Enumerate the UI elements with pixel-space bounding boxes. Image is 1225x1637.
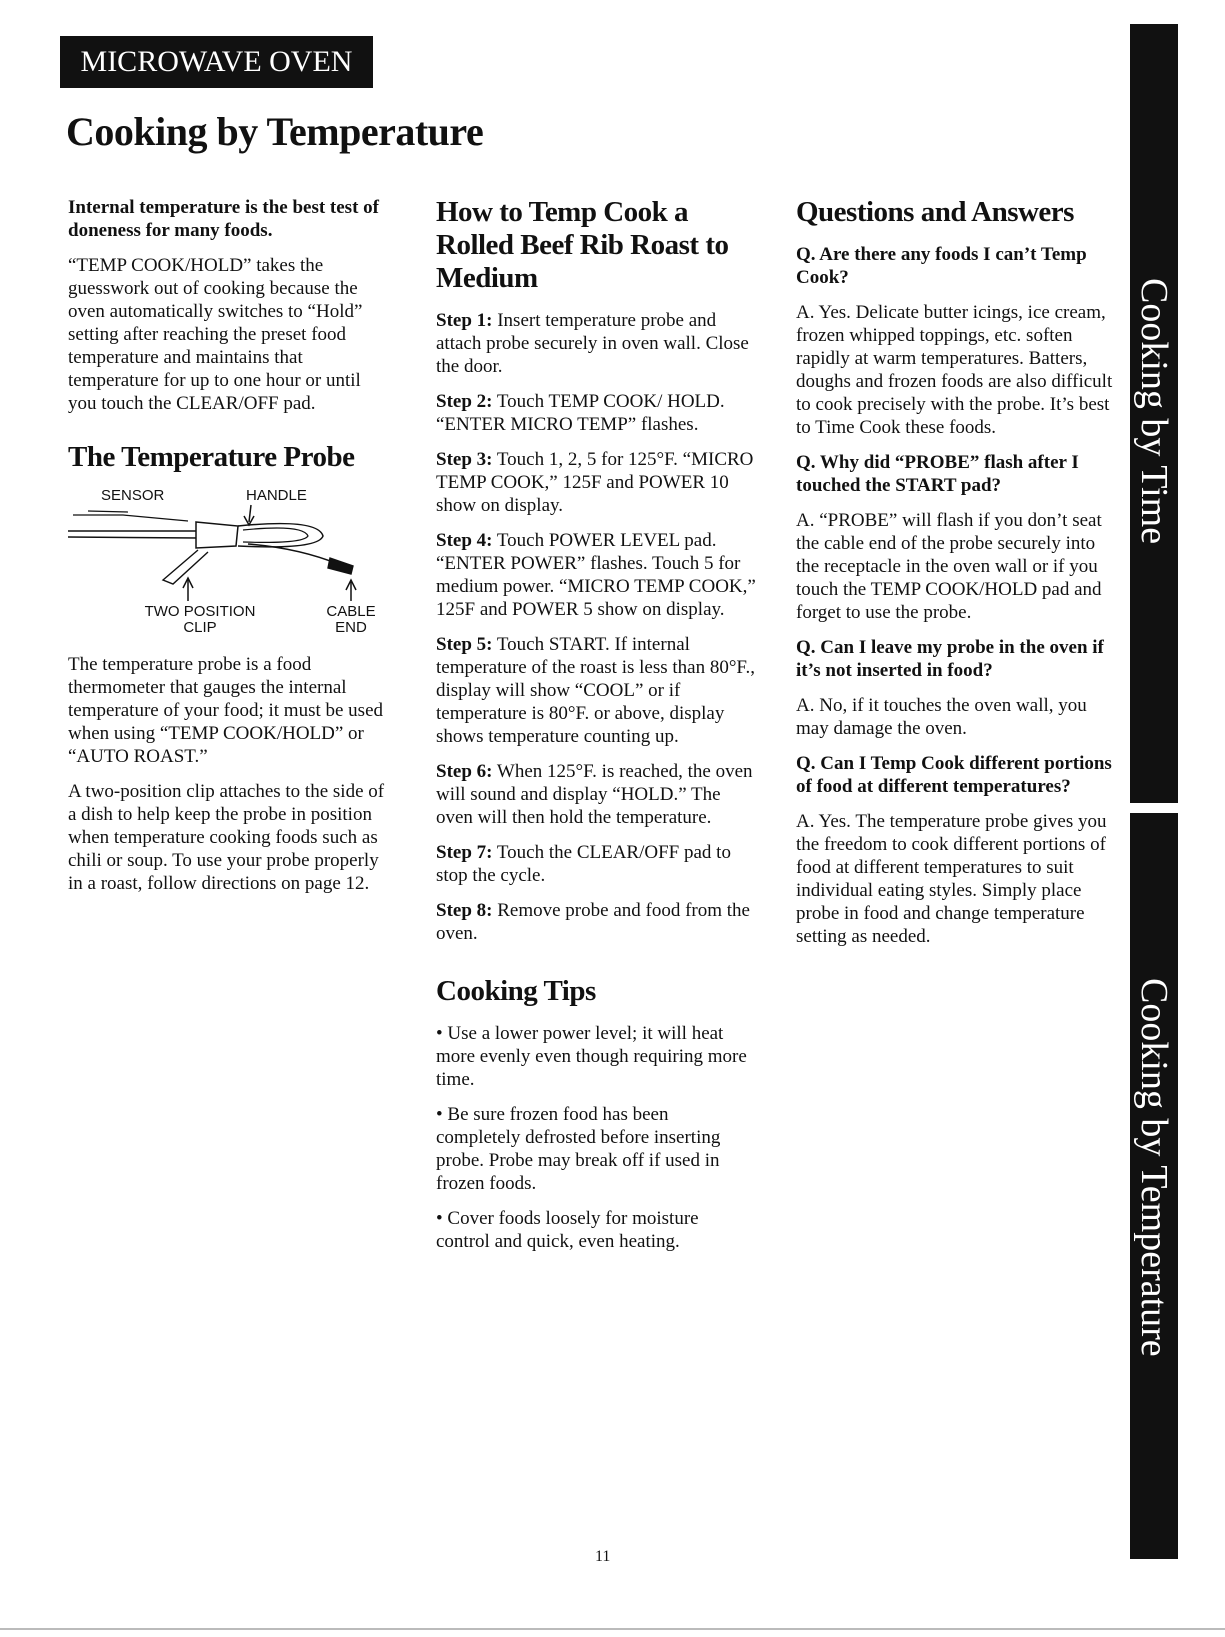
step-item	[436, 390, 756, 436]
step-text: Remove probe and food from the oven.	[436, 900, 750, 944]
step-text: Insert temperature probe and attach probe securely in oven wall. Close the door.	[436, 310, 749, 377]
qa-heading: Questions and Answers	[796, 196, 1074, 228]
roast-heading: How to Temp Cook a Rolled Beef Rib Roast to Medium	[436, 196, 729, 294]
step-item	[436, 760, 756, 829]
answer-text: Yes. The temperature probe gives you the freedom to cook different portions of food at different temperatures to suit individual eating styles. Simply place probe in food and change temperature setting as needed.	[796, 811, 1107, 947]
probe-paragraph-2: A two-position clip attaches to the side of a dish to help keep the probe in position when temperature cooking foods such as chili or soup. To use your probe properly in a roast, follow directions on page 12.	[68, 781, 385, 894]
answer	[796, 694, 1116, 740]
step-label: Step 4:	[436, 530, 493, 551]
probe-heading: The Temperature Probe	[68, 441, 355, 473]
column-left	[68, 196, 388, 907]
answer-label: A.	[796, 811, 815, 832]
handle-label: HANDLE	[246, 487, 307, 504]
page-title: Cooking by Temperature	[66, 109, 484, 154]
tip-item: • Use a lower power level; it will heat more evenly even though requiring more time.	[436, 1023, 747, 1090]
section-label: MICROWAVE OVEN	[60, 36, 373, 88]
answer-label: A.	[796, 510, 815, 531]
column-middle	[436, 196, 756, 1265]
step-item	[436, 309, 756, 378]
step-label: Step 6:	[436, 761, 493, 782]
answer	[796, 810, 1116, 948]
answer-text: “PROBE” will flash if you don’t seat the cable end of the probe securely into the receptacle in the oven wall or if you touch the TEMP COOK/HOLD pad and forget to use the probe.	[796, 510, 1102, 623]
step-item	[436, 841, 756, 887]
tips-heading: Cooking Tips	[436, 975, 596, 1007]
question: Q. Are there any foods I can’t Temp Cook?	[796, 244, 1087, 288]
page-number: 11	[595, 1548, 611, 1565]
clip-label: TWO POSITION CLIP	[144, 603, 256, 636]
cable-end-label: CABLE END	[326, 603, 376, 636]
step-text: When 125°F. is reached, the oven will sound and display “HOLD.” The oven will then hold the temperature.	[436, 761, 753, 828]
answer-text: Yes. Delicate butter icings, ice cream, frozen whipped toppings, etc. soften rapidly at warm temperatures. Batters, doughs and frozen foods are also difficult to cook precisely with the probe. It’s best to Time Cook these foods.	[796, 302, 1113, 438]
question: Q. Can I leave my probe in the oven if it’s not inserted in food?	[796, 637, 1104, 681]
step-text: Touch POWER LEVEL pad. “ENTER POWER” flashes. Touch 5 for medium power. “MICRO TEMP COOK,” 125F and POWER 5 show on display.	[436, 530, 756, 620]
step-text: Touch START. If internal temperature of the roast is less than 80°F., display will show “COOL” or if temperature is 80°F. or above, display shows temperature counting up.	[436, 634, 755, 747]
sensor-label: SENSOR	[101, 487, 165, 504]
probe-diagram	[68, 488, 388, 643]
step-label: Step 8:	[436, 900, 493, 921]
question: Q. Can I Temp Cook different portions of food at different temperatures?	[796, 753, 1112, 797]
step-item	[436, 633, 756, 748]
answer	[796, 509, 1116, 624]
answer-text: No, if it touches the oven wall, you may damage the oven.	[796, 695, 1087, 739]
step-item	[436, 529, 756, 621]
step-text: Touch TEMP COOK/ HOLD. “ENTER MICRO TEMP” flashes.	[436, 391, 725, 435]
step-item	[436, 899, 756, 945]
step-item	[436, 448, 756, 517]
bottom-rule	[0, 1628, 1225, 1630]
answer-label: A.	[796, 302, 815, 323]
intro-paragraph: “TEMP COOK/HOLD” takes the guesswork out of cooking because the oven automatically switches to “Hold” setting after reaching the preset food temperature and maintains that temperature for up to one hour or until you touch the CLEAR/OFF pad.	[68, 255, 363, 414]
step-text: Touch 1, 2, 5 for 125°F. “MICRO TEMP COOK,” 125F and POWER 10 show on display.	[436, 449, 754, 516]
question: Q. Why did “PROBE” flash after I touched the START pad?	[796, 452, 1079, 496]
answer	[796, 301, 1116, 439]
step-label: Step 3:	[436, 449, 493, 470]
step-text: Touch the CLEAR/OFF pad to stop the cycle.	[436, 842, 731, 886]
probe-paragraph-1: The temperature probe is a food thermometer that gauges the internal temperature of your food; it must be used when using “TEMP COOK/HOLD” or “AUTO ROAST.”	[68, 654, 384, 767]
step-label: Step 5:	[436, 634, 493, 655]
column-right	[796, 196, 1116, 960]
answer-label: A.	[796, 695, 815, 716]
side-tab-label-temperature: Cooking by Temperature	[1133, 978, 1175, 1357]
side-tab-label-time: Cooking by Time	[1133, 278, 1175, 545]
tip-item: • Cover foods loosely for moisture control and quick, even heating.	[436, 1208, 699, 1252]
step-label: Step 2:	[436, 391, 493, 412]
step-label: Step 1:	[436, 310, 493, 331]
step-label: Step 7:	[436, 842, 493, 863]
lead-paragraph: Internal temperature is the best test of doneness for many foods.	[68, 197, 379, 241]
tip-item: • Be sure frozen food has been completely defrosted before inserting probe. Probe may break off if used in frozen foods.	[436, 1104, 721, 1194]
